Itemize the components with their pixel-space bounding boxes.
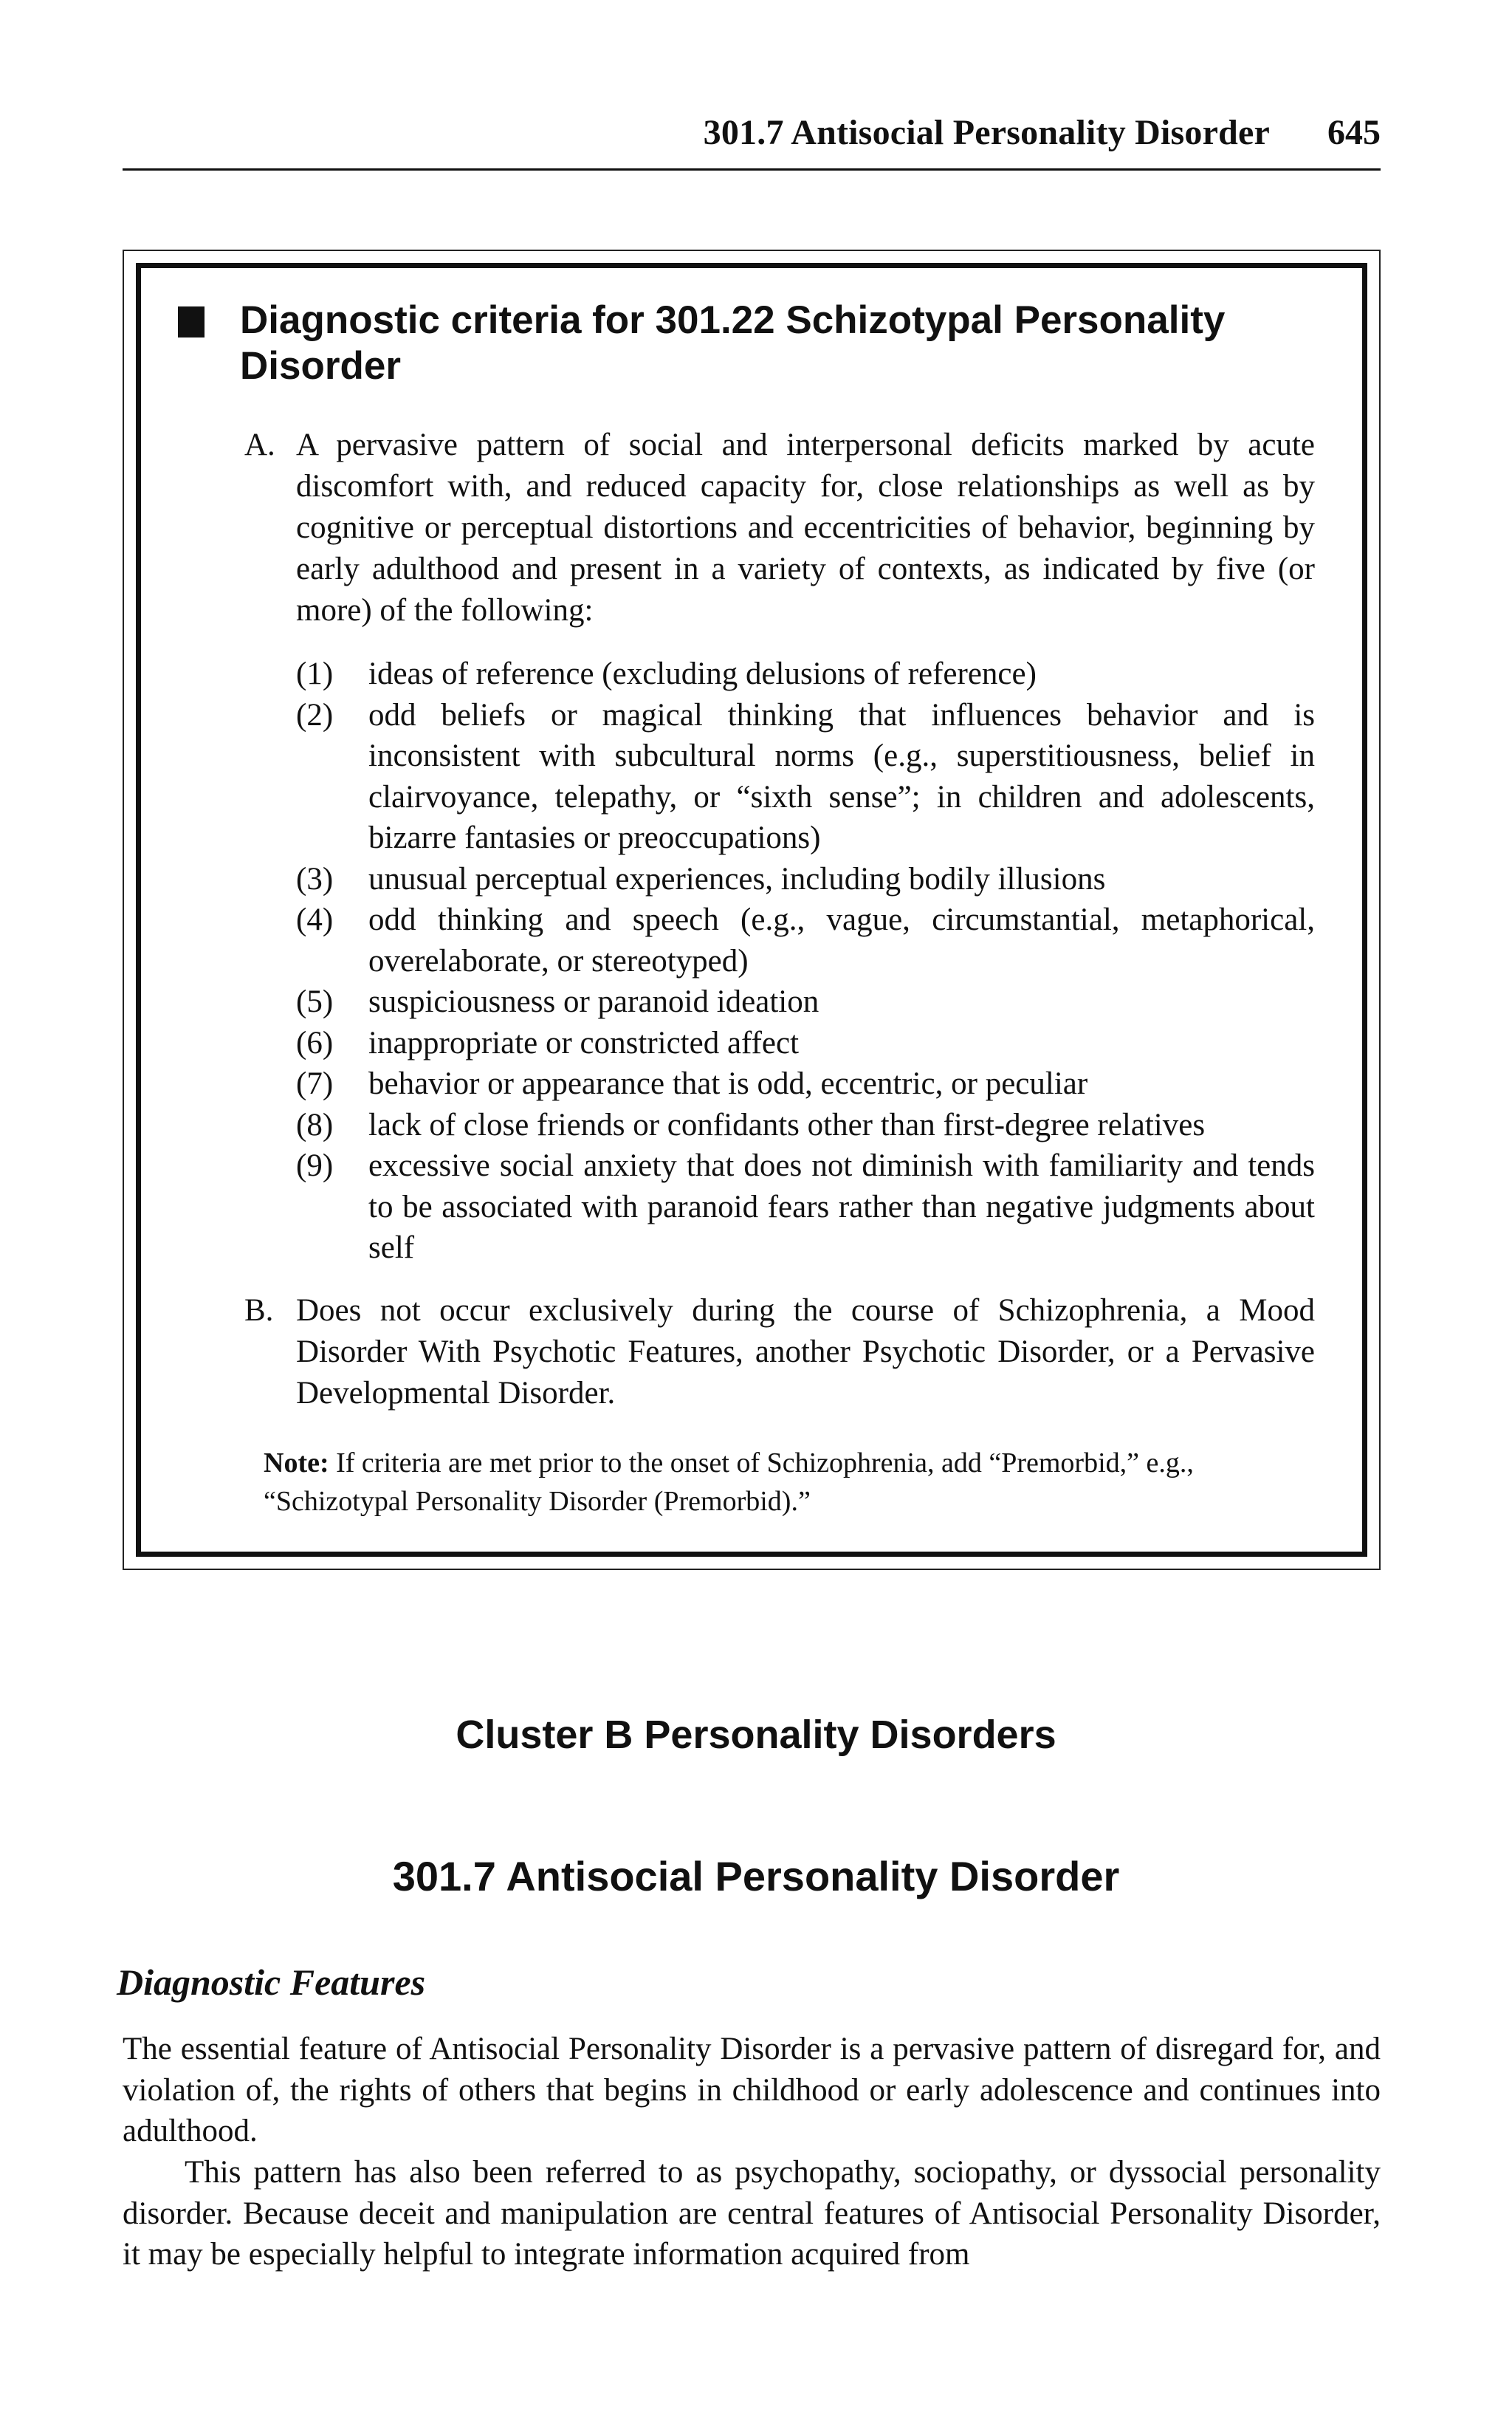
criterion-a	[244, 425, 1315, 631]
criteria-note	[264, 1444, 1341, 1521]
item-number: (8)	[296, 1107, 334, 1142]
criteria-title-line1: Diagnostic criteria for 301.22 Schizotypal Personality	[240, 298, 1226, 342]
criteria-box-title	[188, 298, 1296, 389]
item-text: ideas of reference (excluding delusions of reference)	[368, 657, 1037, 691]
item-text: excessive social anxiety that does not diminish with familiarity and tends to be associated with paranoid fears rather than negative judgments about self	[368, 1148, 1315, 1265]
criteria-items-list	[296, 654, 1315, 1269]
running-header	[123, 111, 1381, 171]
subsection-heading: Diagnostic Features	[117, 1961, 426, 2003]
body-paragraph-1: The essential feature of Antisocial Personality Disorder is a pervasive pattern of disregard for, and violation of, the rights of others that begins in childhood or early adolescence and continues into adulthood.	[123, 2032, 1381, 2148]
note-text: If criteria are met prior to the onset of Schizophrenia, add “Premorbid,” e.g., “Schizotypal Personality Disorder (Premorbid).”	[264, 1447, 1194, 1517]
list-item	[296, 859, 1315, 900]
list-item	[296, 1145, 1315, 1269]
item-text: unusual perceptual experiences, including bodily illusions	[368, 861, 1106, 897]
list-item	[296, 1023, 1315, 1064]
item-number: (7)	[296, 1066, 334, 1101]
item-text: behavior or appearance that is odd, eccentric, or peculiar	[368, 1066, 1088, 1101]
item-text: lack of close friends or confidants other than first-degree relatives	[368, 1107, 1206, 1142]
item-text: odd thinking and speech (e.g., vague, circumstantial, metaphorical, overelaborate, or stereotyped)	[368, 902, 1315, 979]
list-item	[296, 981, 1315, 1023]
list-item	[296, 695, 1315, 859]
criterion-a-text: A pervasive pattern of social and interpersonal deficits marked by acute discomfort with, and reduced capacity for, close relationships as well as by cognitive or perceptual distortions and eccentricities of behavior, beginning by early adulthood and present in a variety of contexts, as indicated by five (or more) of the following:	[296, 428, 1315, 628]
page-number: 645	[1327, 113, 1381, 152]
item-number: (4)	[296, 902, 334, 937]
item-number: (9)	[296, 1148, 334, 1183]
item-text: inappropriate or constricted affect	[368, 1025, 800, 1060]
criterion-b-letter: B.	[244, 1293, 274, 1328]
note-label: Note:	[264, 1447, 329, 1478]
running-header-title: 301.7 Antisocial Personality Disorder	[703, 113, 1270, 152]
item-number: (5)	[296, 984, 334, 1019]
item-text: odd beliefs or magical thinking that influences behavior and is inconsistent with subcultural norms (e.g., superstitiousness, belief in clairvoyance, telepathy, or “sixth sense”; in children and adolescents, bizarre fantasies or preoccupations)	[368, 697, 1315, 855]
criteria-title-line2: Disorder	[240, 344, 401, 388]
black-square-icon	[178, 306, 205, 337]
disorder-heading: 301.7 Antisocial Personality Disorder	[392, 1853, 1120, 1899]
criteria-box-inner	[136, 263, 1367, 1557]
body-paragraph-2: This pattern has also been referred to as psychopathy, sociopathy, or dyssocial personality disorder. Because deceit and manipulation are central features of Antisocial Personality Disorder, it may be especially helpful to integrate information acquired from	[123, 2155, 1381, 2272]
criteria-box	[123, 250, 1381, 1570]
item-number: (1)	[296, 657, 334, 691]
item-number: (6)	[296, 1025, 334, 1060]
list-item	[296, 654, 1315, 695]
criterion-a-letter: A.	[244, 428, 275, 462]
section-heading: Cluster B Personality Disorders	[456, 1713, 1056, 1757]
criterion-b-text: Does not occur exclusively during the course of Schizophrenia, a Mood Disorder With Psychotic Features, another Psychotic Disorder, or a Pervasive Developmental Disorder.	[296, 1293, 1315, 1411]
item-number: (2)	[296, 697, 334, 733]
item-number: (3)	[296, 861, 334, 897]
item-text: suspiciousness or paranoid ideation	[368, 984, 819, 1019]
list-item	[296, 1063, 1315, 1105]
criterion-b	[244, 1290, 1315, 1414]
list-item	[296, 899, 1315, 981]
list-item	[296, 1105, 1315, 1146]
